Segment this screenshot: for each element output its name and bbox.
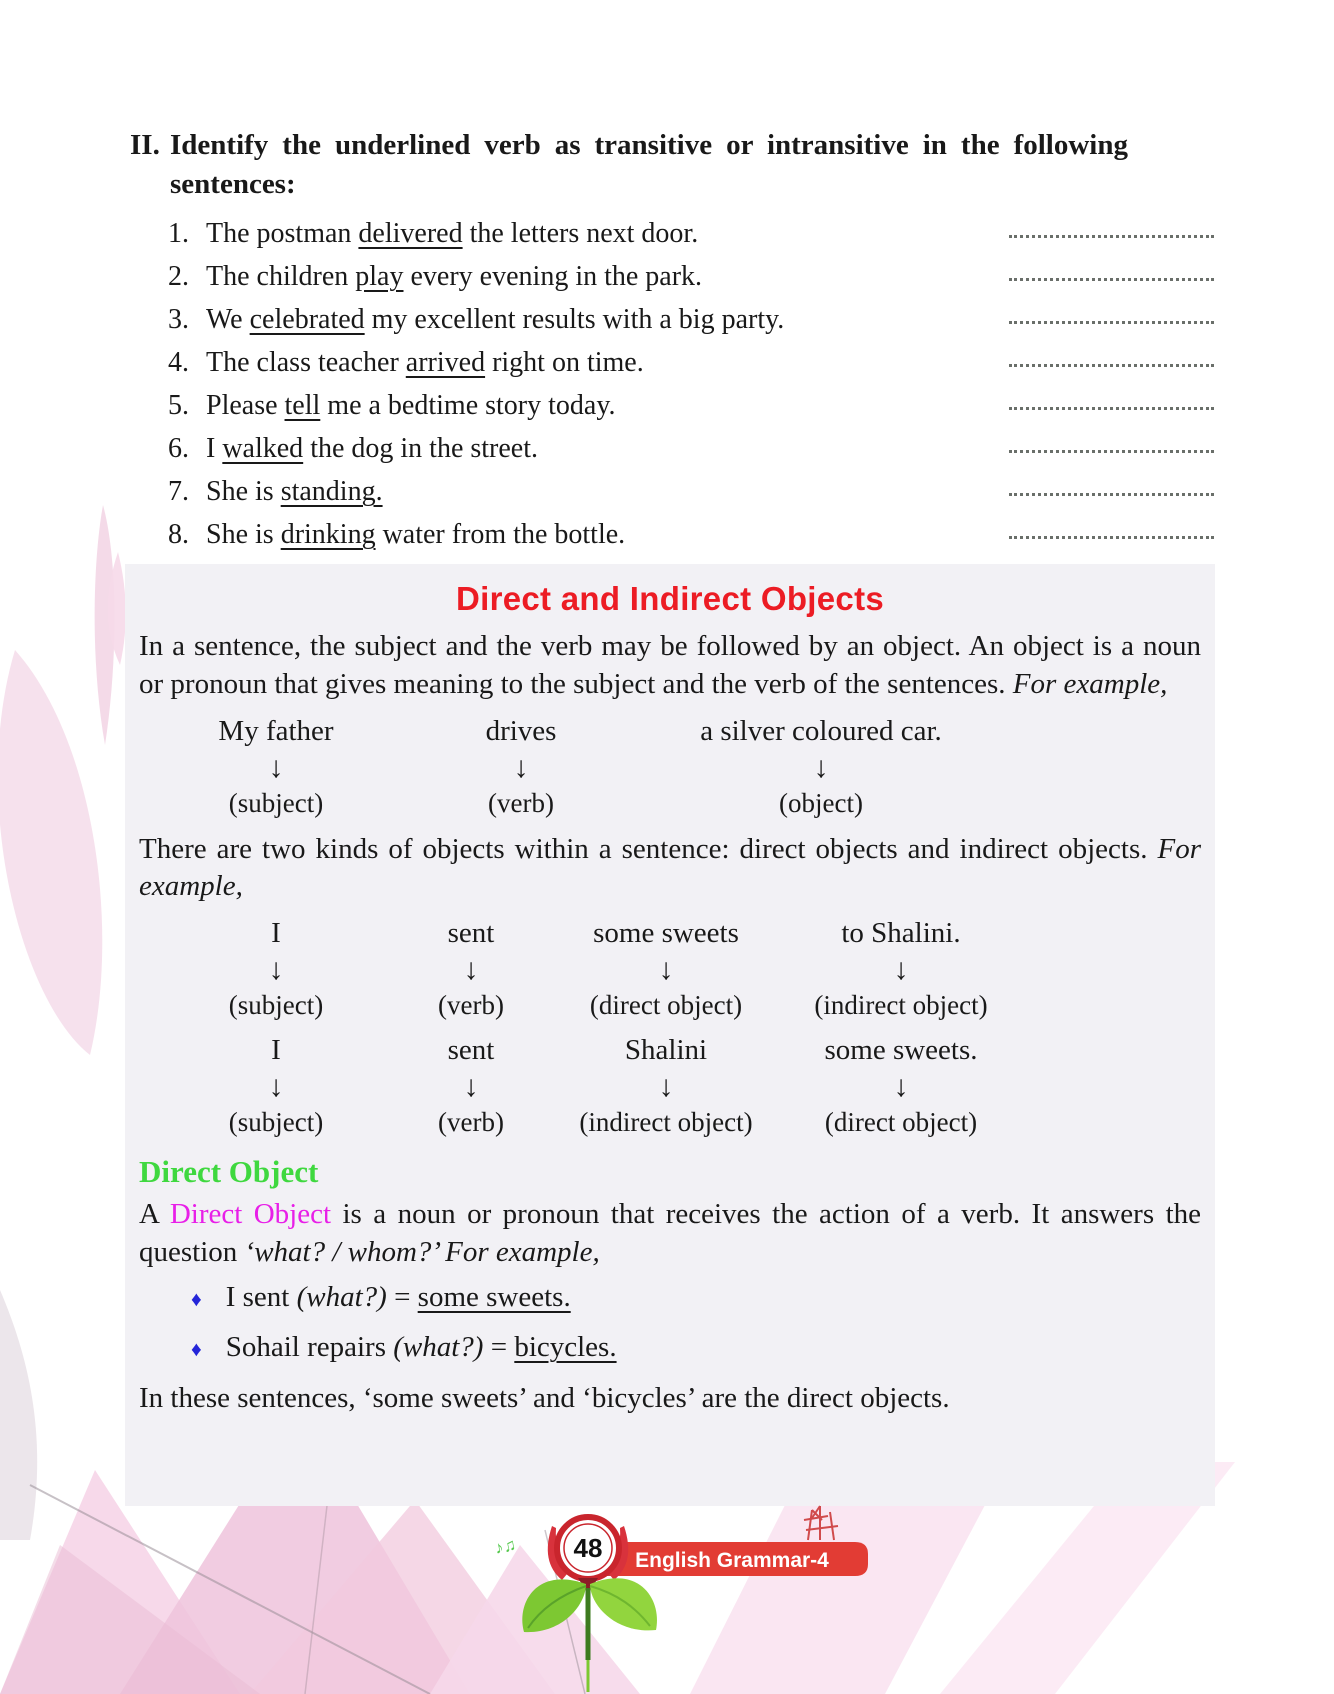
sentence-text: me a bedtime story today. [320,390,616,422]
diagram-label: (verb) [438,1106,504,1137]
diagram-word: some sweets [593,916,739,949]
diamond-bullet-icon: ♦ [191,1287,202,1312]
down-arrow-icon: ↓ [813,750,829,784]
down-arrow-icon: ↓ [268,1069,284,1103]
down-arrow-icon: ↓ [463,1069,479,1103]
list-item [168,477,1214,507]
diagram-word: I [271,916,281,949]
lesson-panel [125,564,1215,1506]
exercise-number: II. [130,129,160,161]
down-arrow-icon: ↓ [513,750,529,784]
underlined-answer: some sweets. [417,1281,571,1314]
item-sentence [206,520,625,550]
list-item [168,219,1214,249]
answer-blank [1009,215,1214,238]
diagram-word: sent [447,916,495,949]
answer-blank [1009,516,1214,539]
exercise-heading [130,126,1128,203]
underlined-verb: celebrated [249,304,365,336]
down-arrow-icon: ↓ [658,1069,674,1103]
diagram-word: My father [218,714,334,747]
diagram-word: to Shalini. [841,916,961,949]
exercise-list [168,219,1214,550]
equals-text: = [386,1281,418,1314]
item-sentence [206,477,383,507]
italic-question-text: (what?) [393,1331,484,1364]
underlined-verb: delivered [358,218,463,250]
underlined-verb: standing. [280,476,383,508]
answer-blank [1009,258,1214,281]
diagram-label: (indirect object) [814,989,988,1020]
underlined-answer: bicycles. [514,1331,617,1364]
intro-paragraph [139,831,1201,906]
sentence-text: my excellent results with a big party. [364,304,785,336]
item-number: 7. [168,476,189,508]
down-arrow-icon: ↓ [893,952,909,986]
answer-blank [1009,387,1214,410]
paragraph-text: A [139,1197,170,1230]
diagram-label: (subject) [228,1106,324,1137]
item-sentence [206,219,698,249]
sentence-text: right on time. [485,347,644,379]
bullet-example [191,1331,1201,1365]
answer-blank [1009,430,1214,453]
underlined-verb: arrived [405,347,486,379]
item-number: 5. [168,390,189,422]
diagram-word: Shalini [624,1033,708,1066]
paragraph-text: is a noun or pronoun that receives the action of a verb. It answers the question [139,1197,1202,1268]
highlighted-term: Direct Object [169,1197,332,1230]
equals-text: = [483,1331,515,1364]
paragraph-text: In a sentence, the subject and the verb may be followed by an object. An object is a noun or pronoun that gives meaning to the subject and the verb of the sentences. [139,630,1201,700]
underlined-verb: drinking [280,519,376,551]
item-number: 4. [168,347,189,379]
diagram-label: (subject) [228,787,324,818]
down-arrow-icon: ↓ [463,952,479,986]
exercise-title: Identify the underlined verb as transitive or intransitive in the following sentences: [170,129,1128,200]
sentence-text: We [206,304,250,336]
down-arrow-icon: ↓ [268,750,284,784]
diagram-word: I [271,1033,281,1066]
down-arrow-icon: ↓ [893,1069,909,1103]
diamond-bullet-icon: ♦ [191,1337,202,1362]
example-sentence-diagram [151,714,1201,819]
italic-question-text: ‘what? / whom?’ For example, [244,1235,600,1268]
sentence-text: She is [206,476,281,508]
for-example-text: For example, [1012,667,1168,700]
item-number: 3. [168,304,189,336]
list-item [168,305,1214,335]
list-item [168,391,1214,421]
tower-icon [804,1506,838,1540]
diagram-word: sent [447,1033,495,1066]
sentence-text: the letters next door. [462,218,699,250]
example-sentence-diagram [151,1033,1201,1138]
for-example-text: For example, [139,832,1201,903]
sentence-text: Please [206,390,285,422]
item-sentence [206,262,702,292]
item-number: 6. [168,433,189,465]
underlined-verb: walked [222,433,304,465]
paragraph-text: There are two kinds of objects within a sentence: direct objects and indirect objects. [139,832,1158,865]
sentence-text: The class teacher [206,347,406,379]
diagram-label: (verb) [438,989,504,1020]
down-arrow-icon: ↓ [658,952,674,986]
sentence-text: I [206,433,223,465]
section-title: Direct and Indirect Objects [455,580,885,618]
sentence-text: the dog in the street. [303,433,539,465]
item-sentence [206,434,538,464]
item-sentence [206,391,616,421]
answer-blank [1009,344,1214,367]
item-number: 2. [168,261,189,293]
sentence-text: Sohail repairs [225,1331,394,1364]
direct-object-heading: Direct Object [139,1153,319,1189]
sentence-text: The children [206,261,356,293]
diagram-label: (direct object) [589,989,743,1020]
italic-question-text: (what?) [296,1281,387,1314]
diagram-word: drives [485,714,557,747]
footer-decoration [460,1492,940,1692]
item-sentence [206,348,644,378]
intro-paragraph [139,628,1201,703]
diagram-word: a silver coloured car. [700,714,942,747]
diagram-word: some sweets. [824,1033,978,1066]
diagram-label: (indirect object) [579,1106,753,1137]
direct-object-paragraph [139,1196,1201,1271]
underlined-verb: tell [284,390,321,422]
music-notes-icon: ♪♫ [492,1534,518,1558]
bullet-example [191,1281,1201,1315]
answer-blank [1009,473,1214,496]
diagram-label: (verb) [488,787,554,818]
underlined-verb: play [355,261,404,293]
list-item [168,434,1214,464]
answer-blank [1009,301,1214,324]
diagram-label: (object) [779,787,863,818]
item-number: 1. [168,218,189,250]
sentence-text: The postman [206,218,359,250]
item-number: 8. [168,519,189,551]
sentence-text: I sent [225,1281,297,1314]
sentence-text: every evening in the park. [403,261,703,293]
bullet-sentence [226,1331,617,1363]
example-sentence-diagram [151,916,1201,1021]
diagram-label: (direct object) [824,1106,978,1137]
bullet-sentence [226,1281,571,1313]
list-item [168,520,1214,550]
diagram-label: (subject) [228,989,324,1020]
list-item [168,262,1214,292]
item-sentence [206,305,784,335]
list-item [168,348,1214,378]
book-title: English Grammar-4 [635,1549,829,1572]
page-number: 48 [573,1533,603,1563]
closing-sentence: In these sentences, ‘some sweets’ and ‘bicycles’ are the direct objects. [139,1382,950,1415]
down-arrow-icon: ↓ [268,952,284,986]
sentence-text: water from the bottle. [375,519,626,551]
sentence-text: She is [206,519,281,551]
